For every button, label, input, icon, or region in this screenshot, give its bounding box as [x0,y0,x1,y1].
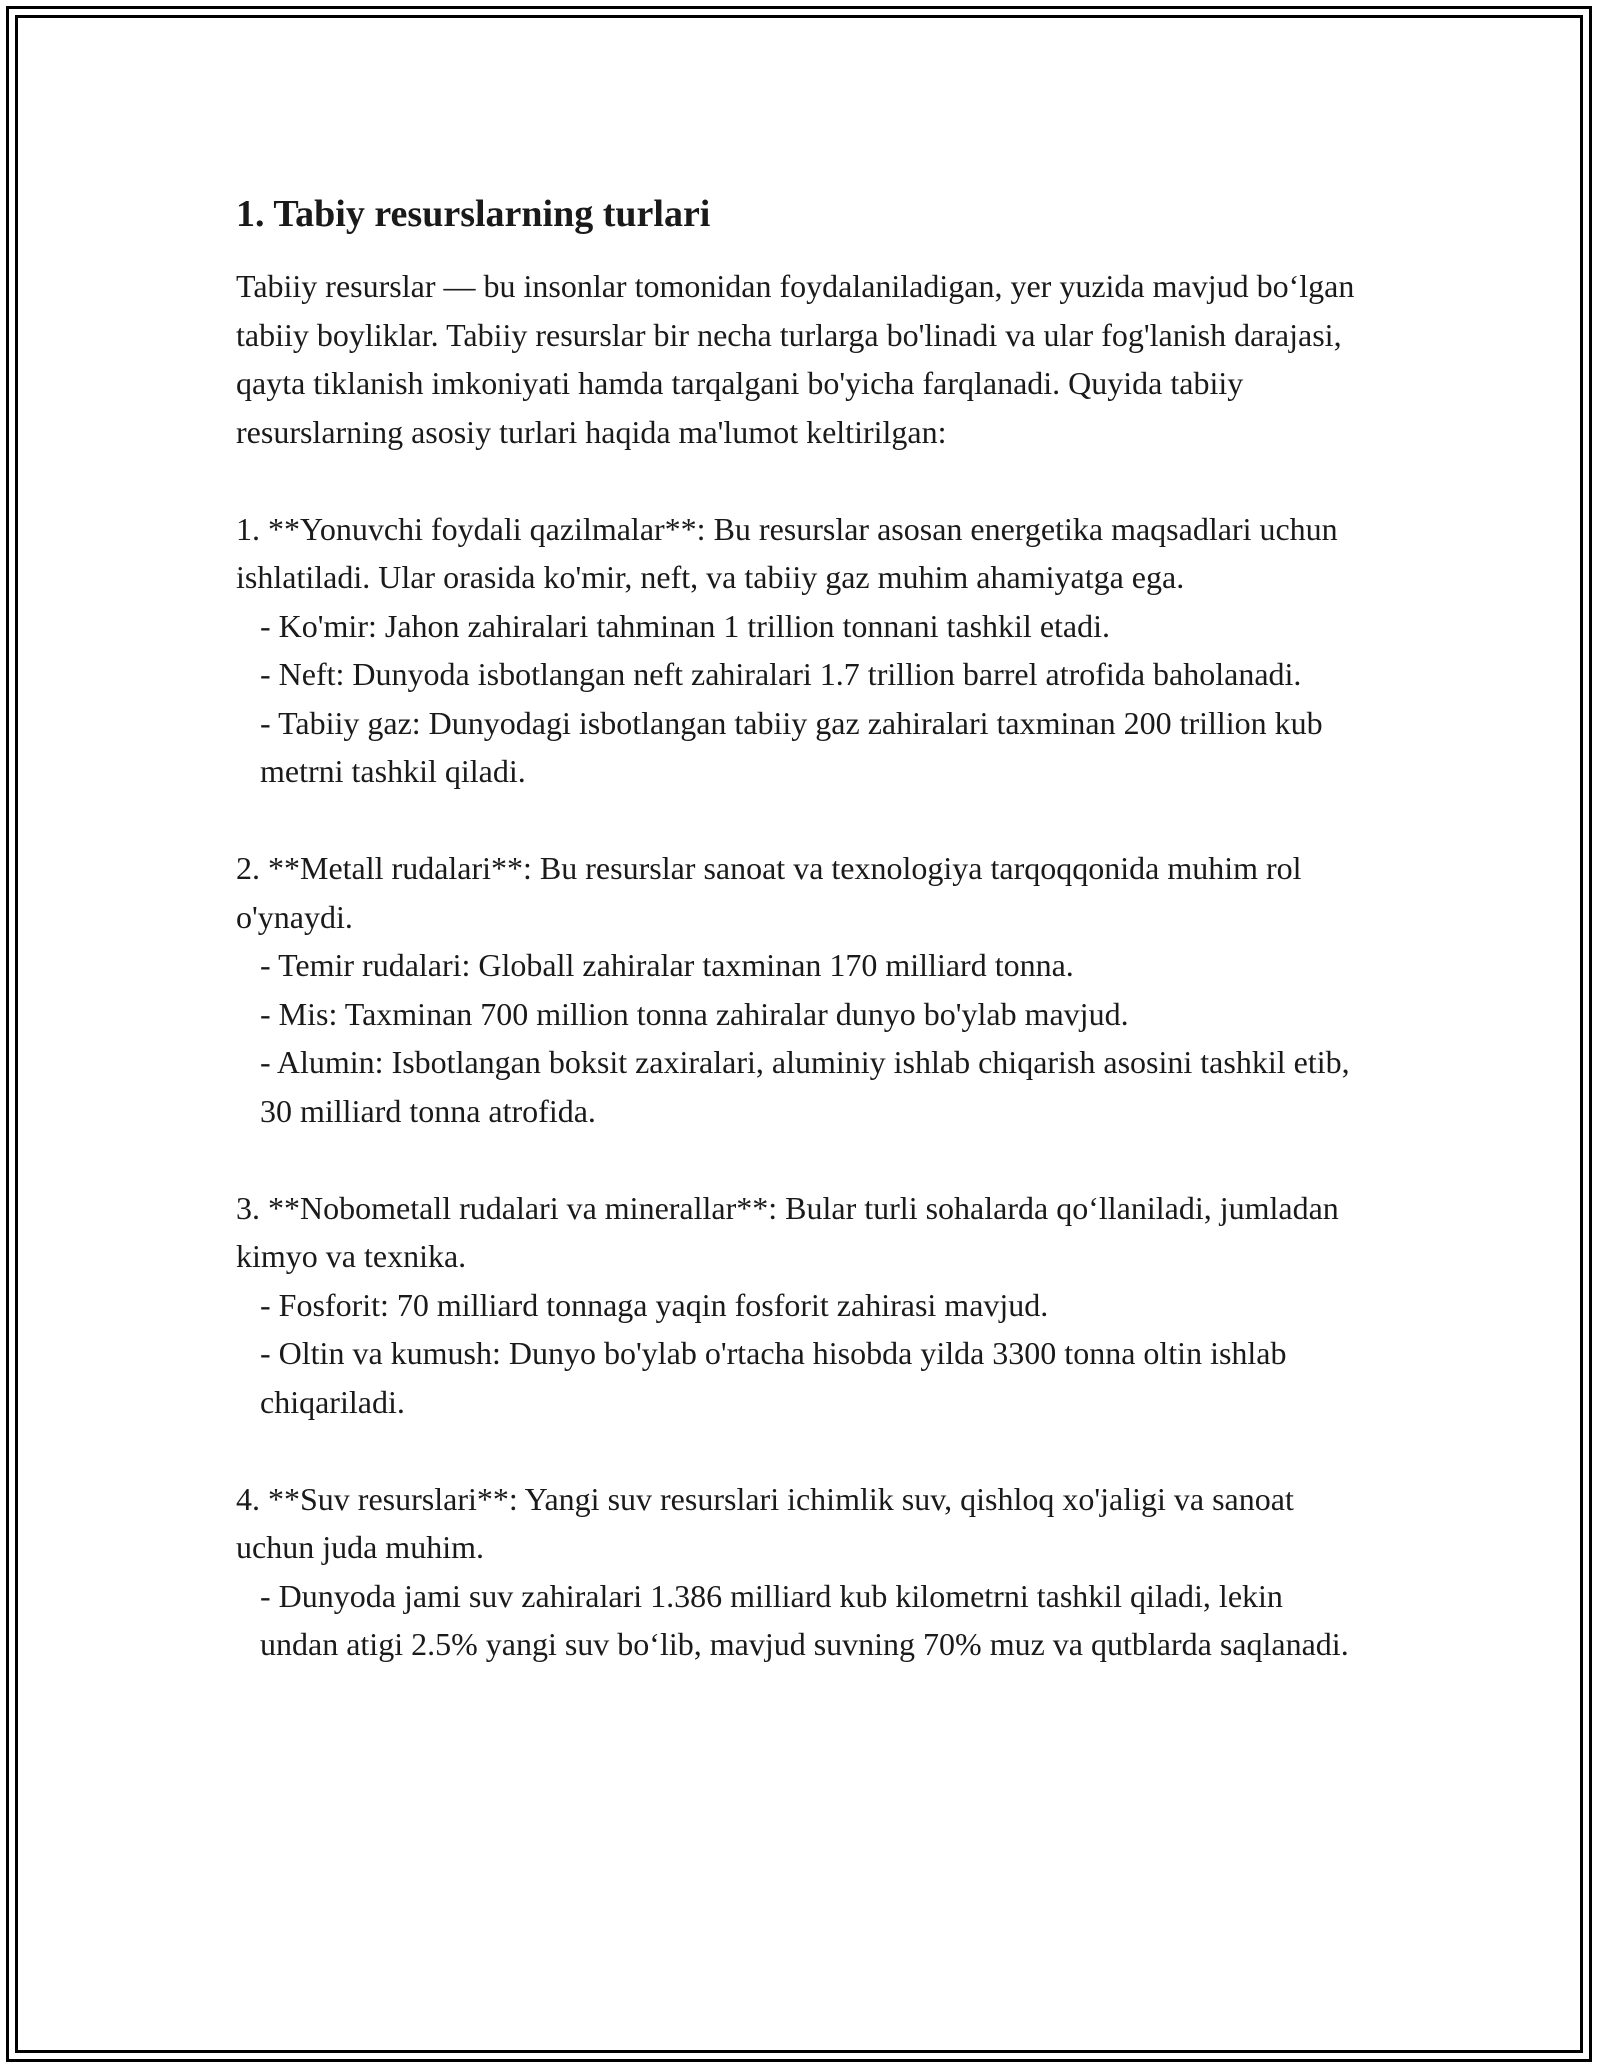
section-metal-ores [236,844,1366,1135]
list-item: - Fosforit: 70 milliard tonnaga yaqin fosforit zahirasi mavjud. [260,1286,1049,1323]
section-nonmetal-ores [236,1184,1366,1427]
list-item: - Temir rudalari: Globall zahiralar taxminan 170 milliard tonna. [260,947,1074,983]
document-body [236,190,1366,1669]
section-heading: 3. **Nobometall rudalari va minerallar**: Bular turli sohalarda qo‘llaniladi, jumladan kimyo va texnika. [236,1189,1339,1274]
list-item: - Oltin va kumush: Dunyo bo'ylab o'rtacha hisobda yilda 3300 tonna oltin ishlab chiqariladi. [260,1335,1287,1420]
section-heading: 4. **Suv resurslari**: Yangi suv resurslari ichimlik suv, qishloq xo'jaligi va sanoat uchun juda muhim. [236,1480,1294,1565]
list-item: - Ko'mir: Jahon zahiralari tahminan 1 trillion tonnani tashkil etadi. [260,607,1110,644]
list-item: - Neft: Dunyoda isbotlangan neft zahiralari 1.7 trillion barrel atrofida baholanadi. [260,656,1302,692]
section-heading: 1. **Yonuvchi foydali qazilmalar**: Bu resurslar asosan energetika maqsadlari uchun ishlatiladi. Ular orasida ko'mir, neft, va tabiiy gaz muhim ahamiyatga ega. [236,510,1338,595]
section-heading: 2. **Metall rudalari**: Bu resurslar sanoat va texnologiya tarqoqqonida muhim rol o'ynaydi. [236,850,1302,935]
section-water [236,1475,1366,1669]
list-item: - Alumin: Isbotlangan boksit zaxiralari, aluminiy ishlab chiqarish asosini tashkil etib, 30 milliard tonna atrofida. [260,1044,1350,1129]
intro-paragraph: Tabiiy resurslar — bu insonlar tomonidan foydalaniladigan, yer yuzida mavjud bo‘lgan tabiiy boyliklar. Tabiiy resurslar bir necha turlarga bo'linadi va ular fog'lanish darajasi, qayta tiklanish imkoniyati hamda tarqalgani bo'yicha farqlanadi. Quyida tabiiy resurslarning asosiy turlari haqida ma'lumot keltirilgan: [236,268,1355,450]
paragraph-gap [236,796,1366,845]
list-item: - Mis: Taxminan 700 million tonna zahiralar dunyo bo'ylab mavjud. [260,995,1129,1032]
list-item: - Tabiiy gaz: Dunyodagi isbotlangan tabiiy gaz zahiralari taxminan 200 trillion kub metrni tashkil qiladi. [260,704,1323,789]
list-item: - Dunyoda jami suv zahiralari 1.386 milliard kub kilometrni tashkil qiladi, lekin undan atigi 2.5% yangi suv bo‘lib, mavjud suvning 70% muz va qutblarda saqlanadi. [260,1577,1349,1662]
paragraph-gap [236,1426,1366,1475]
section-fuels [236,505,1366,796]
document-title: 1. Tabiy resurslarning turlari [236,193,711,235]
paragraph-gap [236,1135,1366,1184]
paragraph-gap [236,456,1366,505]
